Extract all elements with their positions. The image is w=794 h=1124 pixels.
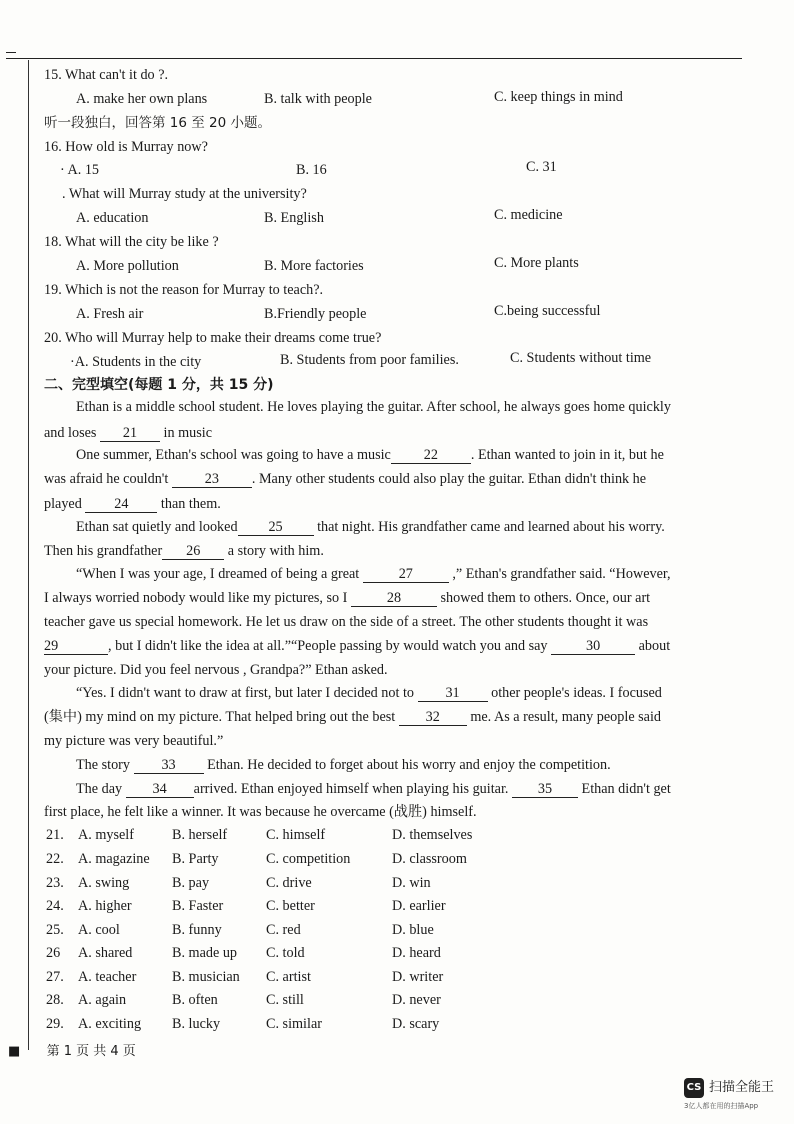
- choice-option: C. competition: [266, 851, 351, 867]
- choice-option: D. blue: [392, 922, 434, 938]
- passage-text: played: [44, 496, 82, 512]
- passage-text: . Many other students could also play the guitar. Ethan didn't think he: [251, 471, 647, 487]
- passage-text: Ethan didn't get: [581, 781, 671, 797]
- passage-line: [44, 470, 646, 488]
- choice-option: B. Faster: [172, 898, 224, 914]
- blank-32: 32: [399, 709, 467, 726]
- choice-option: A. again: [78, 992, 127, 1008]
- choice-option: D. never: [392, 992, 441, 1008]
- blank-35: 35: [512, 781, 578, 798]
- stray-mark: ·: [70, 354, 75, 370]
- choice-option: A. exciting: [78, 1016, 142, 1032]
- question-option: B. 16: [296, 162, 327, 178]
- choice-option: C. still: [266, 992, 304, 1008]
- camscanner-tagline: 3亿人都在用的扫描App: [684, 1102, 759, 1110]
- passage-text: “Yes. I didn't want to draw at first, but later I decided not to: [76, 685, 414, 701]
- question-option: A. make her own plans: [76, 91, 208, 107]
- top-tick-mark: [6, 52, 16, 53]
- passage-text: Ethan. He decided to forget about his worry and enjoy the competition.: [207, 757, 611, 773]
- choice-option: C. better: [266, 898, 315, 914]
- choice-option: B. lucky: [172, 1016, 221, 1032]
- choice-option: C. red: [266, 922, 301, 938]
- passage-line: [76, 756, 611, 774]
- choice-option: A. magazine: [78, 851, 150, 867]
- choice-option: D. classroom: [392, 851, 467, 867]
- passage-text: showed them to others. Once, our art: [440, 590, 651, 606]
- question-option: B.Friendly people: [264, 306, 367, 322]
- choice-option: A. swing: [78, 875, 130, 891]
- choice-option: B. often: [172, 992, 218, 1008]
- question-stem: 16. How old is Murray now?: [44, 139, 208, 155]
- page-number: 第 1 页 共 4 页: [46, 1044, 136, 1059]
- passage-text: ,” Ethan's grandfather said. “However,: [452, 566, 671, 582]
- choice-option: C. similar: [266, 1016, 322, 1032]
- blank-24: 24: [85, 496, 157, 513]
- blank-26: 26: [162, 543, 224, 560]
- passage-line: teacher gave us special homework. He let us draw on the side of a street. The other students thought it was: [44, 614, 649, 630]
- question-option: B. talk with people: [264, 91, 372, 107]
- passage-line: your picture. Did you feel nervous , Grandpa?” Ethan asked.: [44, 662, 388, 678]
- choice-option: A. teacher: [78, 969, 137, 985]
- camscanner-name: 扫描全能王: [709, 1080, 775, 1095]
- choice-option: D. earlier: [392, 898, 446, 914]
- passage-text: I always worried nobody would like my pictures, so I: [44, 590, 348, 606]
- page-footer: [8, 1040, 136, 1059]
- passage-text: arrived. Ethan enjoyed himself when playing his guitar.: [193, 781, 509, 797]
- passage-text: , but I didn't like the idea at all.”“People passing by would watch you and say: [108, 638, 548, 654]
- question-option: B. Students from poor families.: [280, 352, 459, 368]
- passage-line: [44, 424, 212, 442]
- passage-text: about: [638, 638, 671, 654]
- choice-number: 23.: [46, 875, 64, 891]
- question-option: C. 31: [526, 159, 557, 175]
- blank-30: 30: [551, 638, 635, 655]
- passage-line: Ethan is a middle school student. He loves playing the guitar. After school, he always goes home quickly: [76, 399, 671, 415]
- question-option: C. More plants: [494, 255, 579, 271]
- passage-text: me. As a result, many people said: [470, 709, 662, 725]
- passage-line: [76, 518, 665, 536]
- blank-31: 31: [418, 685, 488, 702]
- passage-text: One summer, Ethan's school was going to have a music: [76, 447, 391, 463]
- question-option: [70, 353, 201, 371]
- question-option: C. Students without time: [510, 350, 652, 366]
- option-text: A. Students in the city: [74, 354, 202, 370]
- choice-option: A. cool: [78, 922, 120, 938]
- top-rule: [6, 58, 742, 59]
- question-stem: 19. Which is not the reason for Murray to teach?.: [44, 282, 324, 298]
- passage-text: than them.: [160, 496, 221, 512]
- passage-text: The story: [76, 757, 130, 773]
- footer-mark: ■: [8, 1044, 21, 1059]
- choice-option: C. himself: [266, 827, 326, 843]
- choice-number: 21.: [46, 827, 64, 843]
- blank-22: 22: [391, 447, 471, 464]
- passage-line: [44, 637, 670, 655]
- blank-33: 33: [134, 757, 204, 774]
- passage-text: (集中) my mind on my picture. That helped bring out the best: [44, 709, 396, 725]
- choice-option: C. told: [266, 945, 305, 961]
- choice-number: 29.: [46, 1016, 64, 1032]
- choice-option: D. themselves: [392, 827, 473, 843]
- choice-option: A. myself: [78, 827, 134, 843]
- section-title: 二、完型填空(每题 1 分，共 15 分): [44, 377, 274, 393]
- question-option: C.being successful: [494, 303, 601, 319]
- choice-number: 22.: [46, 851, 64, 867]
- choice-number: 24.: [46, 898, 64, 914]
- passage-text: “When I was your age, I dreamed of being a great: [76, 566, 360, 582]
- choice-option: A. higher: [78, 898, 132, 914]
- passage-line: [76, 780, 671, 798]
- passage-line: [76, 565, 671, 583]
- choice-option: B. made up: [172, 945, 238, 961]
- choice-number: 28.: [46, 992, 64, 1008]
- question-option: A. education: [76, 210, 149, 226]
- camscanner-logo-icon: CS: [684, 1078, 704, 1098]
- question-stem: 20. Who will Murray help to make their dreams come true?: [44, 330, 382, 346]
- question-stem: 18. What will the city be like ?: [44, 234, 219, 250]
- passage-line: [44, 589, 650, 607]
- blank-23: 23: [172, 471, 252, 488]
- instruction-16-20: 听一段独白，回答第 16 至 20 小题。: [44, 115, 272, 131]
- passage-text: and loses: [44, 425, 97, 441]
- choice-option: C. artist: [266, 969, 311, 985]
- choice-option: B. Party: [172, 851, 219, 867]
- choice-option: A. shared: [78, 945, 133, 961]
- question-option: A. More pollution: [76, 258, 179, 274]
- question-option: B. More factories: [264, 258, 364, 274]
- question-option: C. keep things in mind: [494, 89, 623, 105]
- question-option: C. medicine: [494, 207, 563, 223]
- passage-line: first place, he felt like a winner. It was because he overcame (战胜) himself.: [44, 804, 477, 820]
- passage-line: [44, 495, 221, 513]
- choice-option: B. pay: [172, 875, 210, 891]
- passage-line: my picture was very beautiful.”: [44, 733, 224, 749]
- passage-line: [44, 708, 661, 726]
- passage-text: a story with him.: [227, 543, 324, 559]
- choice-option: D. scary: [392, 1016, 440, 1032]
- binding-margin-rule: [28, 60, 29, 1050]
- choice-number: 27.: [46, 969, 64, 985]
- question-stem: . What will Murray study at the university?: [62, 186, 307, 202]
- choice-option: D. writer: [392, 969, 444, 985]
- passage-text: . Ethan wanted to join in it, but he: [470, 447, 664, 463]
- choice-option: B. herself: [172, 827, 228, 843]
- blank-28: 28: [351, 590, 437, 607]
- passage-text: in music: [163, 425, 212, 441]
- blank-21: 21: [100, 425, 160, 442]
- choice-option: C. drive: [266, 875, 312, 891]
- passage-line: [76, 684, 662, 702]
- passage-text: was afraid he couldn't: [44, 471, 169, 487]
- question-option: A. Fresh air: [76, 306, 144, 322]
- choice-option: B. musician: [172, 969, 240, 985]
- option-text: A. 15: [67, 162, 100, 178]
- question-stem: 15. What can't it do ?.: [44, 67, 169, 83]
- blank-25: 25: [238, 519, 314, 536]
- choice-option: D. heard: [392, 945, 441, 961]
- question-option: [60, 161, 99, 179]
- choice-option: B. funny: [172, 922, 222, 938]
- passage-text: that night. His grandfather came and learned about his worry.: [317, 519, 665, 535]
- choice-option: D. win: [392, 875, 431, 891]
- passage-line: [76, 446, 664, 464]
- passage-text: other people's ideas. I focused: [491, 685, 662, 701]
- blank-29: 29: [44, 638, 108, 655]
- stray-mark: ·: [60, 162, 65, 178]
- question-option: B. English: [264, 210, 324, 226]
- choice-number: 25.: [46, 922, 64, 938]
- blank-34: 34: [126, 781, 194, 798]
- passage-text: Ethan sat quietly and looked: [76, 519, 238, 535]
- passage-line: [44, 542, 324, 560]
- blank-27: 27: [363, 566, 449, 583]
- choice-number: 26: [46, 945, 61, 961]
- passage-text: Then his grandfather: [44, 543, 163, 559]
- passage-text: The day: [76, 781, 123, 797]
